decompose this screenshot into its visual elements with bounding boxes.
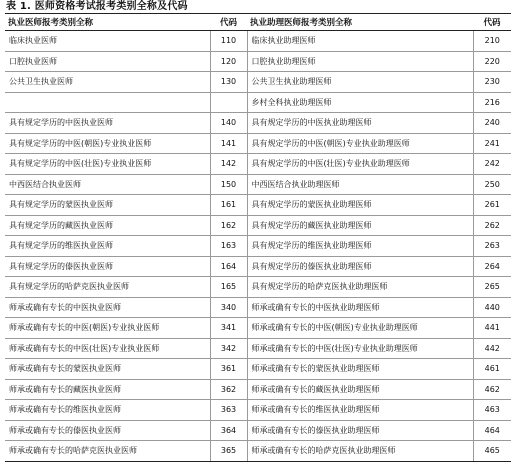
assistant-code-cell: 262 <box>473 215 511 236</box>
assistant-name-cell: 临床执业助理医师 <box>247 31 473 52</box>
table-row <box>5 92 511 113</box>
practitioner-code-cell: 164 <box>210 256 247 277</box>
assistant-name-cell: 师承或确有专长的傣医执业助理医师 <box>247 420 473 441</box>
assistant-name-cell: 具有规定学历的中医执业助理医师 <box>247 113 473 134</box>
table-row <box>5 338 511 359</box>
practitioner-code-cell: 150 <box>210 174 247 195</box>
table-body <box>5 31 511 462</box>
assistant-name-cell: 具有规定学历的哈萨克医执业助理医师 <box>247 277 473 298</box>
table-row <box>5 256 511 277</box>
table-row <box>5 154 511 175</box>
assistant-name-cell: 公共卫生执业助理医师 <box>247 72 473 93</box>
practitioner-name-cell: 中西医结合执业医师 <box>5 174 210 195</box>
assistant-name-cell: 具有规定学历的藏医执业助理医师 <box>247 215 473 236</box>
practitioner-code-cell <box>210 92 247 113</box>
practitioner-code-cell: 342 <box>210 338 247 359</box>
assistant-code-cell: 210 <box>473 31 511 52</box>
assistant-name-cell: 口腔执业助理医师 <box>247 51 473 72</box>
assistant-name-cell: 师承或确有专长的哈萨克医执业助理医师 <box>247 441 473 462</box>
assistant-name-cell: 具有规定学历的傣医执业助理医师 <box>247 256 473 277</box>
table-row <box>5 174 511 195</box>
assistant-name-cell: 师承或确有专长的藏医执业助理医师 <box>247 379 473 400</box>
practitioner-name-cell: 公共卫生执业医师 <box>5 72 210 93</box>
header-practitioner-name: 执业医师报考类别全称 <box>5 14 210 31</box>
assistant-name-cell: 乡村全科执业助理医师 <box>247 92 473 113</box>
assistant-code-cell: 463 <box>473 400 511 421</box>
assistant-name-cell: 具有规定学历的中医(壮医)专业执业助理医师 <box>247 154 473 175</box>
practitioner-code-cell: 361 <box>210 359 247 380</box>
assistant-code-cell: 230 <box>473 72 511 93</box>
practitioner-code-cell: 341 <box>210 318 247 339</box>
exam-category-table <box>5 13 511 462</box>
practitioner-code-cell: 141 <box>210 133 247 154</box>
table-row <box>5 379 511 400</box>
assistant-name-cell: 具有规定学历的中医(朝医)专业执业助理医师 <box>247 133 473 154</box>
assistant-code-cell: 250 <box>473 174 511 195</box>
practitioner-code-cell: 165 <box>210 277 247 298</box>
practitioner-code-cell: 340 <box>210 297 247 318</box>
table-row <box>5 72 511 93</box>
table-header-row <box>5 14 511 31</box>
assistant-code-cell: 442 <box>473 338 511 359</box>
assistant-name-cell: 具有规定学历的维医执业助理医师 <box>247 236 473 257</box>
header-assistant-code: 代码 <box>473 14 511 31</box>
assistant-name-cell: 师承或确有专长的蒙医执业助理医师 <box>247 359 473 380</box>
header-assistant-name: 执业助理医师报考类别全称 <box>247 14 473 31</box>
table-row <box>5 236 511 257</box>
table-row <box>5 400 511 421</box>
assistant-code-cell: 216 <box>473 92 511 113</box>
table-row <box>5 297 511 318</box>
practitioner-name-cell: 具有规定学历的中医执业医师 <box>5 113 210 134</box>
table-row <box>5 277 511 298</box>
practitioner-name-cell: 师承或确有专长的傣医执业医师 <box>5 420 210 441</box>
table-row <box>5 420 511 441</box>
practitioner-code-cell: 142 <box>210 154 247 175</box>
practitioner-name-cell <box>5 92 210 113</box>
practitioner-name-cell: 具有规定学历的中医(朝医)专业执业医师 <box>5 133 210 154</box>
assistant-code-cell: 462 <box>473 379 511 400</box>
practitioner-code-cell: 363 <box>210 400 247 421</box>
practitioner-name-cell: 师承或确有专长的中医(壮医)专业执业医师 <box>5 338 210 359</box>
table-row <box>5 113 511 134</box>
practitioner-code-cell: 161 <box>210 195 247 216</box>
practitioner-code-cell: 364 <box>210 420 247 441</box>
assistant-code-cell: 240 <box>473 113 511 134</box>
assistant-code-cell: 265 <box>473 277 511 298</box>
practitioner-name-cell: 师承或确有专长的哈萨克医执业医师 <box>5 441 210 462</box>
practitioner-name-cell: 具有规定学历的傣医执业医师 <box>5 256 210 277</box>
assistant-code-cell: 264 <box>473 256 511 277</box>
table-row <box>5 215 511 236</box>
table-row <box>5 318 511 339</box>
practitioner-name-cell: 临床执业医师 <box>5 31 210 52</box>
assistant-code-cell: 440 <box>473 297 511 318</box>
table-row <box>5 133 511 154</box>
practitioner-code-cell: 140 <box>210 113 247 134</box>
practitioner-name-cell: 师承或确有专长的维医执业医师 <box>5 400 210 421</box>
assistant-name-cell: 师承或确有专长的维医执业助理医师 <box>247 400 473 421</box>
practitioner-name-cell: 具有规定学历的蒙医执业医师 <box>5 195 210 216</box>
practitioner-name-cell: 师承或确有专长的中医(朝医)专业执业医师 <box>5 318 210 339</box>
assistant-name-cell: 中西医结合执业助理医师 <box>247 174 473 195</box>
practitioner-name-cell: 具有规定学历的藏医执业医师 <box>5 215 210 236</box>
practitioner-code-cell: 162 <box>210 215 247 236</box>
assistant-code-cell: 263 <box>473 236 511 257</box>
table-row <box>5 359 511 380</box>
practitioner-code-cell: 110 <box>210 31 247 52</box>
practitioner-code-cell: 130 <box>210 72 247 93</box>
assistant-name-cell: 具有规定学历的蒙医执业助理医师 <box>247 195 473 216</box>
assistant-code-cell: 461 <box>473 359 511 380</box>
table-row <box>5 51 511 72</box>
assistant-code-cell: 441 <box>473 318 511 339</box>
table-caption: 表 1. 医师资格考试报考类别全称及代码 <box>6 1 188 12</box>
assistant-name-cell: 师承或确有专长的中医(朝医)专业执业助理医师 <box>247 318 473 339</box>
practitioner-code-cell: 163 <box>210 236 247 257</box>
header-practitioner-code: 代码 <box>210 14 247 31</box>
assistant-code-cell: 261 <box>473 195 511 216</box>
practitioner-name-cell: 具有规定学历的维医执业医师 <box>5 236 210 257</box>
assistant-code-cell: 464 <box>473 420 511 441</box>
practitioner-name-cell: 师承或确有专长的蒙医执业医师 <box>5 359 210 380</box>
practitioner-code-cell: 365 <box>210 441 247 462</box>
table-row <box>5 195 511 216</box>
assistant-code-cell: 220 <box>473 51 511 72</box>
practitioner-code-cell: 362 <box>210 379 247 400</box>
assistant-code-cell: 465 <box>473 441 511 462</box>
table-row <box>5 441 511 462</box>
practitioner-code-cell: 120 <box>210 51 247 72</box>
practitioner-name-cell: 具有规定学历的中医(壮医)专业执业医师 <box>5 154 210 175</box>
practitioner-name-cell: 师承或确有专长的中医执业医师 <box>5 297 210 318</box>
practitioner-name-cell: 口腔执业医师 <box>5 51 210 72</box>
practitioner-name-cell: 具有规定学历的哈萨克医执业医师 <box>5 277 210 298</box>
assistant-name-cell: 师承或确有专长的中医执业助理医师 <box>247 297 473 318</box>
practitioner-name-cell: 师承或确有专长的藏医执业医师 <box>5 379 210 400</box>
table-row <box>5 31 511 52</box>
assistant-name-cell: 师承或确有专长的中医(壮医)专业执业助理医师 <box>247 338 473 359</box>
assistant-code-cell: 242 <box>473 154 511 175</box>
assistant-code-cell: 241 <box>473 133 511 154</box>
